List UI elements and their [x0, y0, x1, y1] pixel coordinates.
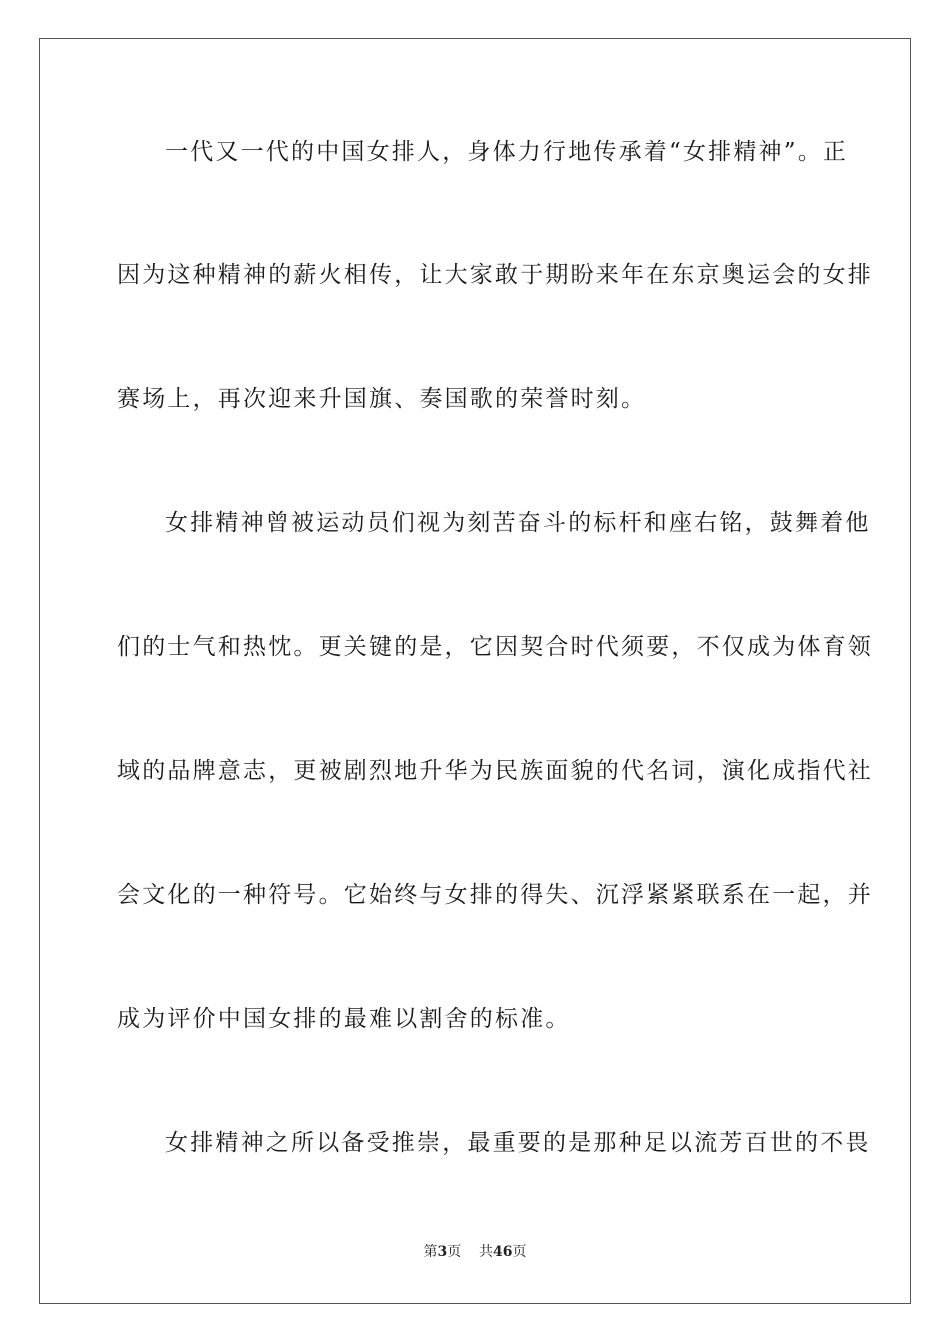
- total-suffix: 页: [512, 1244, 527, 1260]
- page-footer: [0, 1243, 950, 1261]
- page-suffix: 页: [447, 1244, 462, 1260]
- paragraph-1-line-1: 一代又一代的中国女排人，身体力行地传承着“女排精神”。正: [165, 139, 849, 165]
- total-prefix: 共: [479, 1244, 494, 1260]
- paragraph-2-line-3: 域的品牌意志，更被剧烈地升华为民族面貌的代名词，演化成指代社: [117, 758, 873, 784]
- page-prefix: 第: [423, 1244, 438, 1260]
- paragraph-1-line-3: 赛场上，再次迎来升国旗、奏国歌的荣誉时刻。: [117, 386, 647, 412]
- paragraph-1-line-2: 因为这种精神的薪火相传，让大家敢于期盼来年在东京奥运会的女排: [117, 262, 873, 288]
- total-pages: 46: [493, 1244, 513, 1260]
- paragraph-2-line-4: 会文化的一种符号。它始终与女排的得失、沉浮紧紧联系在一起，并: [117, 882, 873, 908]
- paragraph-2-line-5: 成为评价中国女排的最难以割舍的标准。: [117, 1006, 571, 1032]
- paragraph-3-line-1: 女排精神之所以备受推崇，最重要的是那种足以流芳百世的不畏: [165, 1130, 871, 1156]
- paragraph-2-line-1: 女排精神曾被运动员们视为刻苦奋斗的标杆和座右铭，鼓舞着他: [165, 510, 871, 536]
- paragraph-2-line-2: 们的士气和热忱。更关键的是，它因契合时代须要，不仅成为体育领: [117, 634, 873, 660]
- page-number: 3: [437, 1244, 448, 1260]
- page-border: [39, 38, 911, 1304]
